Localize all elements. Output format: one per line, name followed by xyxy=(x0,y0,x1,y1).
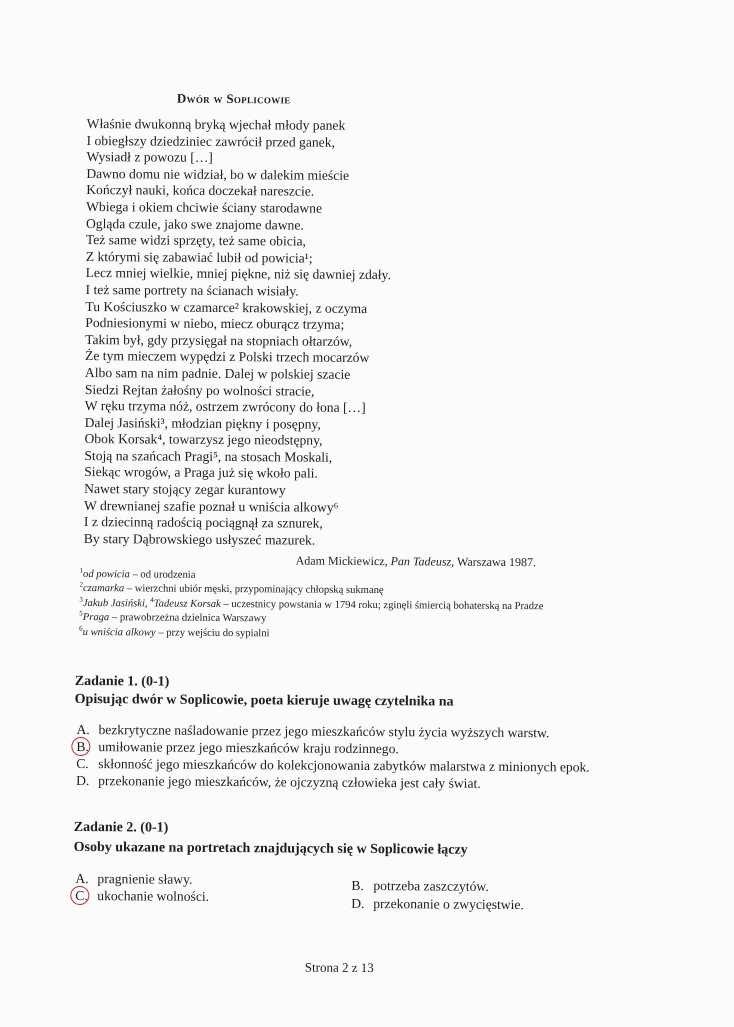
page-number: Strona 2 z 13 xyxy=(304,959,374,976)
footnote-number: 5 xyxy=(79,609,83,618)
poem-line: Że tym mieczem wypędzi z Polski trzech mocarzów xyxy=(85,348,370,366)
option-text: bezkrytyczne naśladowanie przez jego mieszkańców stylu życia wyższych warstw. xyxy=(98,722,550,741)
option-text: przekonanie o zwycięstwie. xyxy=(373,896,524,913)
poem-line: Właśnie dwukonną bryką wjechał młody panek xyxy=(86,116,346,133)
poem-line: I z dziecinną radością pociągnął za sznurek, xyxy=(83,514,323,531)
poem-line: Wysiadł z powozu […] xyxy=(86,149,213,166)
task1-option-b[interactable] xyxy=(76,739,399,757)
footnote-term: Tadeusz Korsak xyxy=(153,598,221,610)
poem-title: Dwór w Soplicowie xyxy=(176,90,291,107)
poem-line: Podniesionymi w niebo, miecz oburącz trzyma; xyxy=(85,315,345,332)
task1-question: Opisując dwór w Soplicowie, poeta kieruje uwagę czytelnika na xyxy=(74,691,454,710)
footnote-text: – prawobrzeżna dzielnica Warszawy xyxy=(109,612,267,625)
option-letter: A. xyxy=(76,721,90,738)
option-text: pragnienie sławy. xyxy=(97,871,193,887)
poem-line: W drewnianej szafie poznał u wniścia alkowy⁶ xyxy=(83,497,339,515)
footnote-text: – uczestnicy powstania w 1794 roku; zginęli śmiercią bohaterską na Pradze xyxy=(220,598,544,613)
option-letter: B. xyxy=(351,877,364,893)
poem-line: Ogląda czule, jako swe znajome dawne. xyxy=(85,215,304,233)
footnote-number: 2 xyxy=(79,580,84,589)
poem-line: Tu Kościuszko w czamarce² krakowskiej, z oczyma xyxy=(85,298,368,316)
poem-line: Stoją na szańcach Pragi⁵, na stosach Moskali, xyxy=(84,447,333,465)
option-letter: D. xyxy=(76,772,90,789)
option-text: potrzeba zaszczytów. xyxy=(373,878,489,894)
poem-line: By stary Dąbrowskiego usłyszeć mazurek. xyxy=(83,530,316,548)
footnote-text: – przy wejściu do sypialni xyxy=(155,627,270,639)
footnote-number: 3 xyxy=(79,595,83,604)
option-letter: A. xyxy=(75,870,89,887)
task1-option-a[interactable] xyxy=(76,722,549,741)
option-text: umiłowanie przez jego mieszkańców kraju rodzinnego. xyxy=(98,739,399,757)
option-letter: D. xyxy=(351,895,365,911)
option-letter: C. xyxy=(76,755,89,772)
footnotes xyxy=(79,568,544,643)
poem-line: Dalej Jasiński³, młodzian piękny i posępny, xyxy=(84,414,321,432)
option-letter xyxy=(76,739,98,755)
poem-line: Nawet stary stojący zegar kurantowy xyxy=(84,481,286,498)
footnote xyxy=(79,626,543,644)
footnote-term: czamarka xyxy=(82,583,125,595)
task2-option-a[interactable] xyxy=(75,871,192,888)
source-work: Pan Tadeusz, xyxy=(390,554,455,569)
poem-line: Też same widzi sprzęty, też same obicia, xyxy=(85,232,307,249)
poem-line: Albo sam na nim padnie. Dalej w polskiej szacie xyxy=(84,364,351,382)
poem-line: Siekąc wrogów, a Praga już się wkoło pali. xyxy=(84,464,318,482)
answer-circle-mark xyxy=(70,886,89,905)
poem-line: W ręku trzyma nóż, ostrzem zwrócony do łona […] xyxy=(84,398,366,416)
poem-line: Dawno domu nie widział, bo w dalekim mieście xyxy=(86,165,350,183)
footnote-number: 4 xyxy=(150,595,154,604)
footnote-term: od powicia xyxy=(83,569,130,581)
option-letter-text: C. xyxy=(75,887,88,904)
source-publication: Warszawa 1987. xyxy=(454,554,537,570)
answer-circle-mark xyxy=(71,737,90,756)
option-text: ukochanie wolności. xyxy=(97,888,210,904)
footnote-number: 6 xyxy=(79,624,83,633)
poem-source xyxy=(296,554,536,571)
footnote-text: – wierzchni ubiór męski, przypominający chłopską sukmanę xyxy=(124,583,384,597)
poem-line: Takim był, gdy przysięgał na stopniach ołtarzów, xyxy=(85,331,353,349)
task2-option-d[interactable] xyxy=(351,896,524,913)
poem-line: Siedzi Rejtan żałośny po wolności stracie, xyxy=(84,381,315,399)
option-letter xyxy=(75,888,97,904)
poem-line: Obok Korsak⁴, towarzysz jego nieodstępny, xyxy=(84,431,323,448)
option-text: skłonność jego mieszkańców do kolekcjonowania zabytków malarstwa z minionych epok. xyxy=(98,756,590,775)
task1-heading: Zadanie 1. (0-1) xyxy=(74,673,170,690)
footnote-term: u wniścia alkowy xyxy=(82,626,156,639)
footnote-term: Praga xyxy=(82,612,110,624)
task2-option-c[interactable] xyxy=(75,888,209,905)
footnote-term: Jakub Jasiński, xyxy=(82,597,148,610)
poem-text xyxy=(84,116,392,550)
task2-question: Osoby ukazane na portretach znajdujących się w Soplicowie łączy xyxy=(73,839,468,858)
footnote-number: 1 xyxy=(79,566,84,575)
option-text: przekonanie jego mieszkańców, że ojczyzną człowieka jest cały świat. xyxy=(98,773,481,791)
option-letter-text: B. xyxy=(76,738,89,755)
poem-line: Kończył nauki, końca doczekał nareszcie. xyxy=(86,182,315,199)
task2-option-b[interactable] xyxy=(351,878,488,895)
poem-line: Lecz mniej wielkie, mniej piękne, niż się dawniej zdały. xyxy=(85,265,391,283)
source-author: Adam Mickiewicz, xyxy=(295,553,391,569)
poem-line: Wbiega i okiem chciwie ściany starodawne xyxy=(86,199,323,216)
poem-line: I obiegłszy dziedziniec zawrócił przed ganek, xyxy=(86,132,335,150)
poem-line: Z którymi się zabawiać lubił od powicia¹; xyxy=(85,248,313,266)
poem-line: I też same portrety na ścianach wisiały. xyxy=(85,281,299,299)
task2-heading: Zadanie 2. (0-1) xyxy=(73,819,169,836)
footnote-text: – od urodzenia xyxy=(129,569,196,581)
task1-option-d[interactable] xyxy=(76,773,481,792)
